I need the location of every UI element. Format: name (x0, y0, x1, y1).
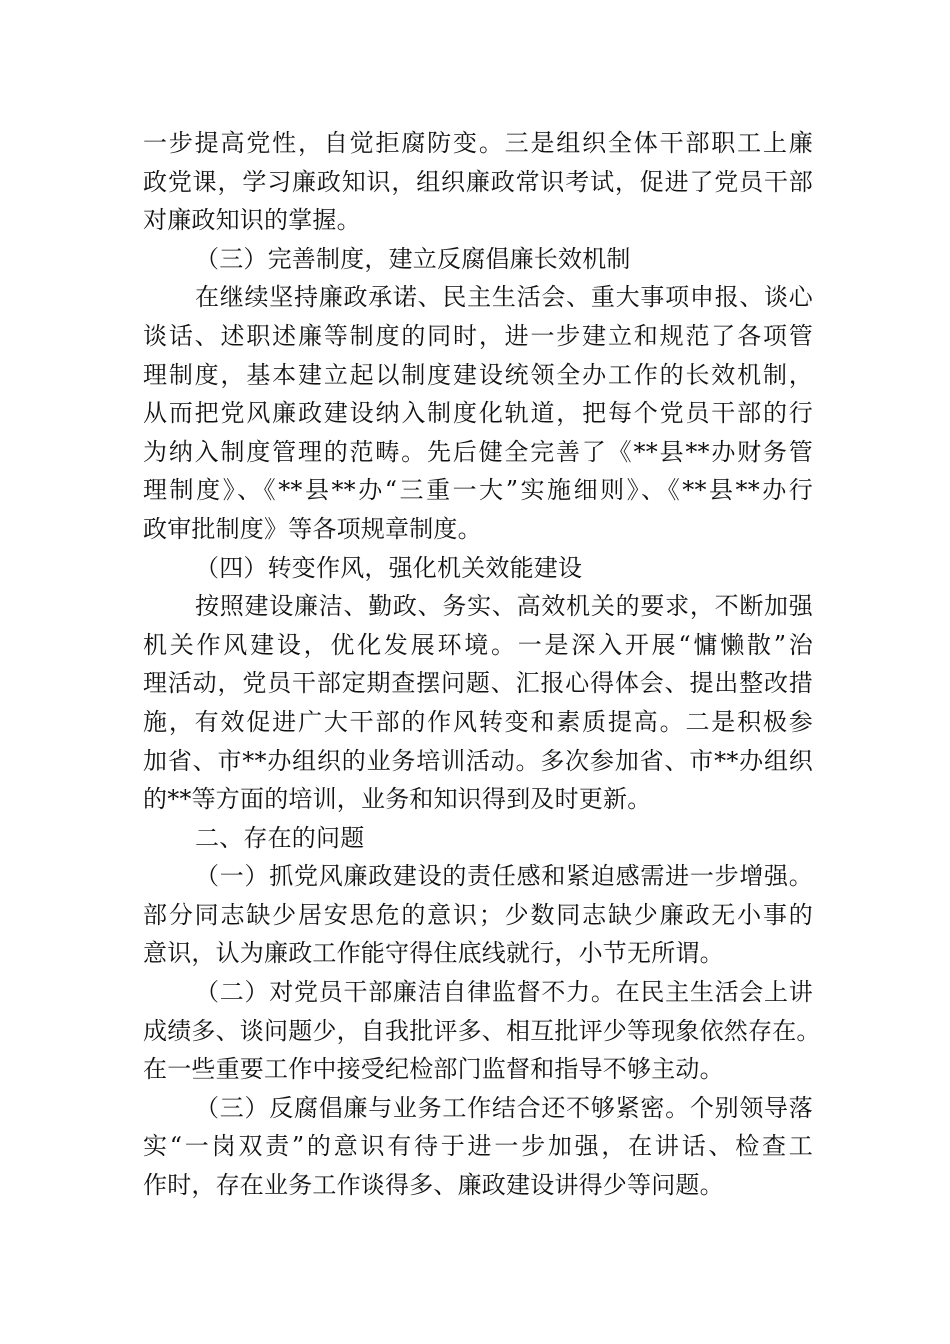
text-line: 机关作风建设，优化发展环境。一是深入开展“慵懒散”治 (143, 630, 813, 659)
text-line: 的**等方面的培训，业务和知识得到及时更新。 (143, 785, 652, 814)
text-line: 对廉政知识的掌握。 (143, 206, 361, 235)
text-line: 部分同志缺少居安思危的意识；少数同志缺少廉政无小事的 (143, 900, 813, 929)
text-line: 理制度，基本建立起以制度建设统领全办工作的长效机制， (143, 360, 813, 389)
section-heading: （三）完善制度，建立反腐倡廉长效机制 (195, 244, 631, 273)
text-line: 按照建设廉洁、勤政、务实、高效机关的要求，不断加强 (195, 592, 813, 621)
text-line: 施，有效促进广大干部的作风转变和素质提高。二是积极参 (143, 707, 813, 736)
text-line: （三）反腐倡廉与业务工作结合还不够紧密。个别领导落 (195, 1093, 813, 1122)
text-line: 理制度》、《**县**办“三重一大”实施细则》、《**县**办行 (143, 476, 813, 505)
text-line: 理活动，党员干部定期查摆问题、汇报心得体会、提出整改措 (143, 669, 813, 698)
text-line: 在一些重要工作中接受纪检部门监督和指导不够主动。 (143, 1055, 724, 1084)
text-line: 政审批制度》等各项规章制度。 (143, 514, 482, 543)
document-body (143, 124, 821, 1205)
text-line: 从而把党风廉政建设纳入制度化轨道，把每个党员干部的行 (143, 399, 813, 428)
text-line: 作时，存在业务工作谈得多、廉政建设讲得少等问题。 (143, 1171, 724, 1200)
text-line: 意识，认为廉政工作能守得住底线就行，小节无所谓。 (143, 939, 724, 968)
text-line: （二）对党员干部廉洁自律监督不力。在民主生活会上讲 (195, 978, 813, 1007)
text-line: 成绩多、谈问题少，自我批评多、相互批评少等现象依然存在。 (143, 1016, 821, 1045)
text-line: （一）抓党风廉政建设的责任感和紧迫感需进一步增强。 (195, 862, 813, 891)
text-line: 在继续坚持廉政承诺、民主生活会、重大事项申报、谈心 (195, 283, 813, 312)
text-line: 一步提高党性，自觉拒腐防变。三是组织全体干部职工上廉 (143, 129, 813, 157)
text-line: 谈话、述职述廉等制度的同时，进一步建立和规范了各项管 (143, 321, 813, 350)
text-line: 为纳入制度管理的范畴。先后健全完善了《**县**办财务管 (143, 437, 813, 466)
section-heading: 二、存在的问题 (195, 823, 365, 852)
text-line: 实“一岗双责”的意识有待于进一步加强，在讲话、检查工 (143, 1132, 813, 1161)
text-line: 政党课，学习廉政知识，组织廉政常识考试，促进了党员干部 (143, 167, 813, 196)
section-heading: （四）转变作风，强化机关效能建设 (195, 553, 583, 582)
text-line: 加省、市**办组织的业务培训活动。多次参加省、市**办组织 (143, 746, 813, 775)
